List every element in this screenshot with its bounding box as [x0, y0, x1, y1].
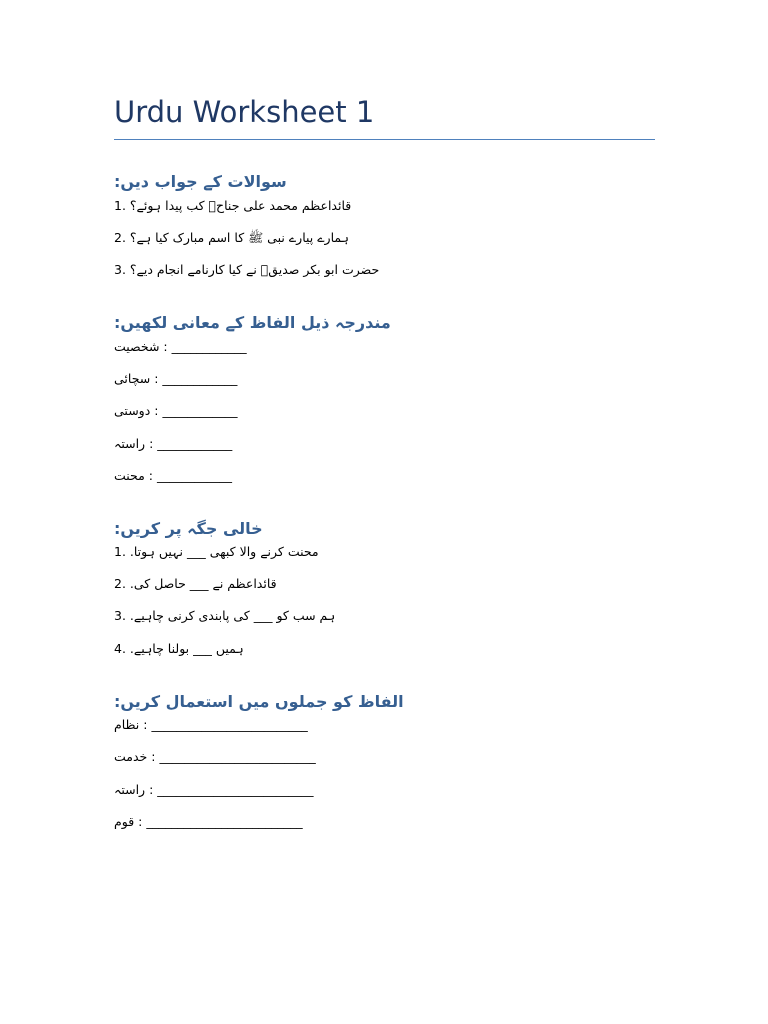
item-number: 2. .: [114, 576, 134, 591]
item-number: 1. .: [114, 544, 134, 559]
answer-blank: _________________________: [157, 782, 314, 797]
section-heading-fill-blanks: خالی جگہ پر کریں:: [114, 519, 263, 538]
fill-blank-item: [114, 641, 244, 656]
vocab-item: [114, 403, 237, 418]
sentence-item: [114, 814, 303, 829]
item-text: ہم سب کو ___ کی پابندی کرنی چاہیے: [133, 608, 336, 623]
item-text: قائداعظم نے ___ حاصل کی: [133, 576, 277, 591]
answer-blank: _________________________: [146, 814, 303, 829]
question-item: [114, 230, 349, 249]
separator: :: [144, 468, 157, 483]
page-title: Urdu Worksheet 1: [114, 95, 375, 129]
separator: :: [147, 749, 160, 764]
answer-blank: ____________: [157, 436, 233, 451]
vocab-item: [114, 371, 237, 386]
separator: :: [134, 814, 147, 829]
item-number: 2.: [114, 230, 130, 245]
vocab-word: نظام: [114, 717, 140, 732]
separator: :: [145, 782, 158, 797]
vocab-item: [114, 339, 247, 354]
item-text: محنت کرنے والا کبھی ___ نہیں ہوتا: [133, 544, 319, 559]
answer-blank: ____________: [162, 403, 238, 418]
vocab-word: راستہ: [114, 436, 146, 451]
item-number: 4. .: [114, 641, 134, 656]
answer-blank: ____________: [171, 339, 247, 354]
vocab-word: سچائی: [114, 371, 151, 386]
answer-blank: ____________: [156, 468, 232, 483]
question-item: [114, 262, 379, 277]
answer-blank: ____________: [162, 371, 238, 386]
question-item: [114, 198, 351, 213]
item-number: 3.: [114, 262, 130, 277]
separator: :: [150, 371, 163, 386]
section-heading-sentences: الفاظ کو جملوں میں استعمال کریں:: [114, 692, 404, 711]
vocab-word: راستہ: [114, 782, 146, 797]
separator: :: [159, 339, 172, 354]
item-number: 3. .: [114, 608, 134, 623]
section-heading-questions: سوالات کے جواب دیں:: [114, 172, 287, 191]
separator: :: [150, 403, 163, 418]
sentence-item: [114, 717, 308, 732]
answer-blank: _________________________: [159, 749, 316, 764]
fill-blank-item: [114, 544, 319, 559]
vocab-word: دوستی: [114, 403, 151, 418]
vocab-item: [114, 468, 232, 483]
vocab-item: [114, 436, 232, 451]
vocab-word: محنت: [114, 468, 145, 483]
answer-blank: _________________________: [151, 717, 308, 732]
fill-blank-item: [114, 608, 335, 623]
vocab-word: شخصیت: [114, 339, 160, 354]
title-divider: [114, 139, 655, 140]
vocab-word: خدمت: [114, 749, 148, 764]
item-text: ہمیں ___ بولنا چاہیے: [133, 641, 244, 656]
item-text: حضرت ابو بکر صدیقؓ نے کیا کارنامے انجام دیے؟: [129, 262, 380, 277]
item-text: قائداعظم محمد علی جناحؒ کب پیدا ہوئے؟: [129, 198, 352, 213]
separator: :: [145, 436, 158, 451]
fill-blank-item: [114, 576, 277, 591]
item-number: 1.: [114, 198, 130, 213]
item-text: ہمارے پیارے نبی ﷺ کا اسم مبارک کیا ہے؟: [129, 230, 349, 245]
sentence-item: [114, 782, 314, 797]
sentence-item: [114, 749, 316, 764]
section-heading-meanings: مندرجہ ذیل الفاظ کے معانی لکھیں:: [114, 313, 391, 332]
separator: :: [139, 717, 152, 732]
vocab-word: قوم: [114, 814, 135, 829]
